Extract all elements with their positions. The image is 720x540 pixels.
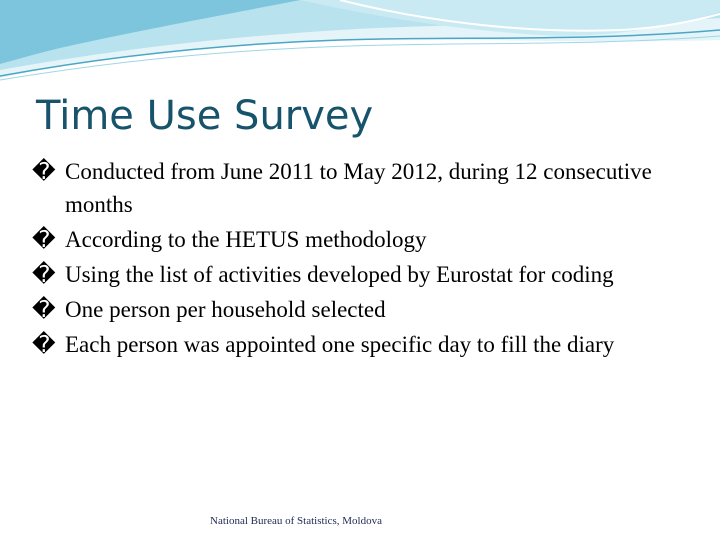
bullet-glyph-icon: � xyxy=(32,297,56,322)
bullet-text: Using the list of activities developed by Eurostat for coding xyxy=(65,262,614,287)
bullet-text: One person per household selected xyxy=(65,297,386,322)
bullet-glyph-icon: � xyxy=(32,227,56,252)
bullet-glyph-icon: � xyxy=(32,332,56,357)
bullet-glyph-icon: � xyxy=(32,262,56,287)
bullet-text: Each person was appointed one specific day to fill the diary xyxy=(65,332,615,357)
bullet-item xyxy=(32,258,692,291)
bullet-glyph-icon: � xyxy=(32,159,56,184)
slide-title: Time Use Survey xyxy=(36,93,374,139)
footer-source: National Bureau of Statistics, Moldova xyxy=(210,515,382,527)
bullet-list xyxy=(32,155,692,363)
bullet-text: Conducted from June 2011 to May 2012, during 12 consecutive months xyxy=(65,159,652,217)
bullet-item xyxy=(32,293,692,326)
bullet-item xyxy=(32,155,692,221)
bullet-item xyxy=(32,328,692,361)
wave-banner-icon xyxy=(0,0,720,100)
bullet-text: According to the HETUS methodology xyxy=(65,227,427,252)
bullet-item xyxy=(32,223,692,256)
